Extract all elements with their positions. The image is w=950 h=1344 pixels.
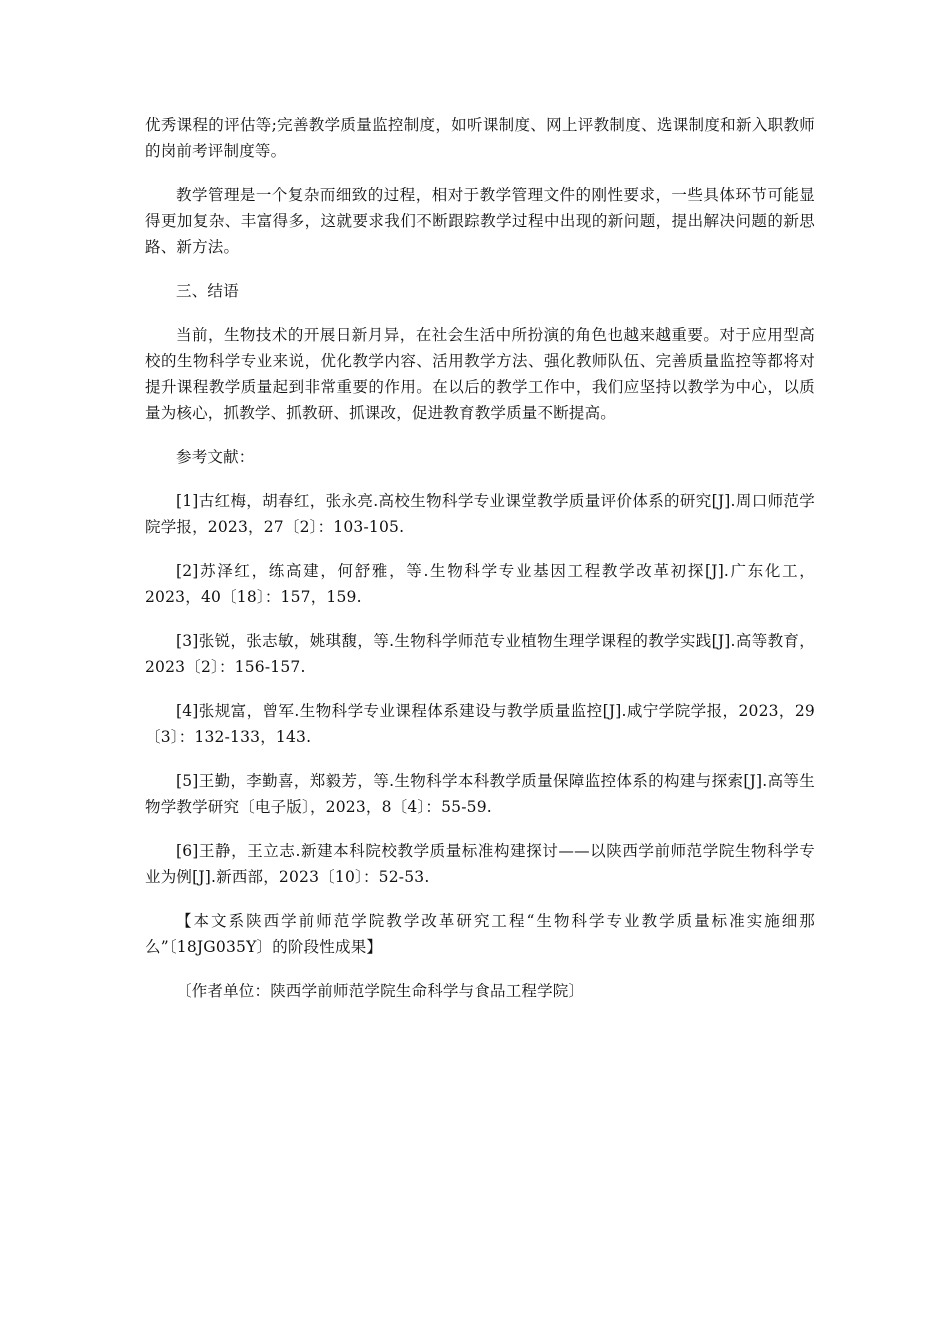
body-paragraph: 教学管理是一个复杂而细致的过程，相对于教学管理文件的刚性要求，一些具体环节可能显得更加复杂、丰富得多，这就要求我们不断跟踪教学过程中出现的新问题，提出解决问题的新思路、新方法。 — [145, 186, 815, 256]
reference-item: [5]王勤，李勤喜，郑毅芳，等.生物科学本科教学质量保障监控体系的构建与探索[J].高等生物学教学研究〔电子版〕，2023，8〔4〕：55-59. — [145, 772, 815, 816]
references-title: 参考文献： — [176, 448, 255, 466]
section-heading: 三、结语 — [176, 282, 239, 300]
body-paragraph-continuation: 优秀课程的评估等;完善教学质量监控制度，如听课制度、网上评教制度、选课制度和新入职教师的岗前考评制度等。 — [145, 116, 815, 160]
reference-item: [3]张锐，张志敏，姚琪馥，等.生物科学师范专业植物生理学课程的教学实践[J].高等教育，2023〔2〕：156-157. — [145, 632, 815, 676]
reference-item: [1]古红梅，胡春红，张永亮.高校生物科学专业课堂教学质量评价体系的研究[J].周口师范学院学报，2023，27〔2〕：103-105. — [145, 492, 815, 536]
funding-note: 【本文系陕西学前师范学院教学改革研究工程“生物科学专业教学质量标准实施细那么”〔18JG035Y〕的阶段性成果】 — [145, 912, 815, 956]
reference-item: [2]苏泽红，练高建，何舒雅，等.生物科学专业基因工程教学改革初探[J].广东化工，2023，40〔18〕：157，159. — [145, 562, 815, 606]
conclusion-paragraph: 当前，生物技术的开展日新月异，在社会生活中所扮演的角色也越来越重要。对于应用型高校的生物科学专业来说，优化教学内容、活用教学方法、强化教师队伍、完善质量监控等都将对提升课程教学质量起到非常重要的作用。在以后的教学工作中，我们应坚持以教学为中心，以质量为核心，抓教学、抓教研、抓课改，促进教育教学质量不断提高。 — [145, 326, 815, 422]
reference-item: [6]王静，王立志.新建本科院校教学质量标准构建探讨——以陕西学前师范学院生物科学专业为例[J].新西部，2023〔10〕：52-53. — [145, 842, 815, 886]
reference-item: [4]张规富，曾军.生物科学专业课程体系建设与教学质量监控[J].咸宁学院学报，2023，29〔3〕：132-133，143. — [145, 702, 815, 746]
author-affiliation: 〔作者单位：陕西学前师范学院生命科学与食品工程学院〕 — [176, 982, 585, 1000]
document-page — [145, 112, 815, 1022]
